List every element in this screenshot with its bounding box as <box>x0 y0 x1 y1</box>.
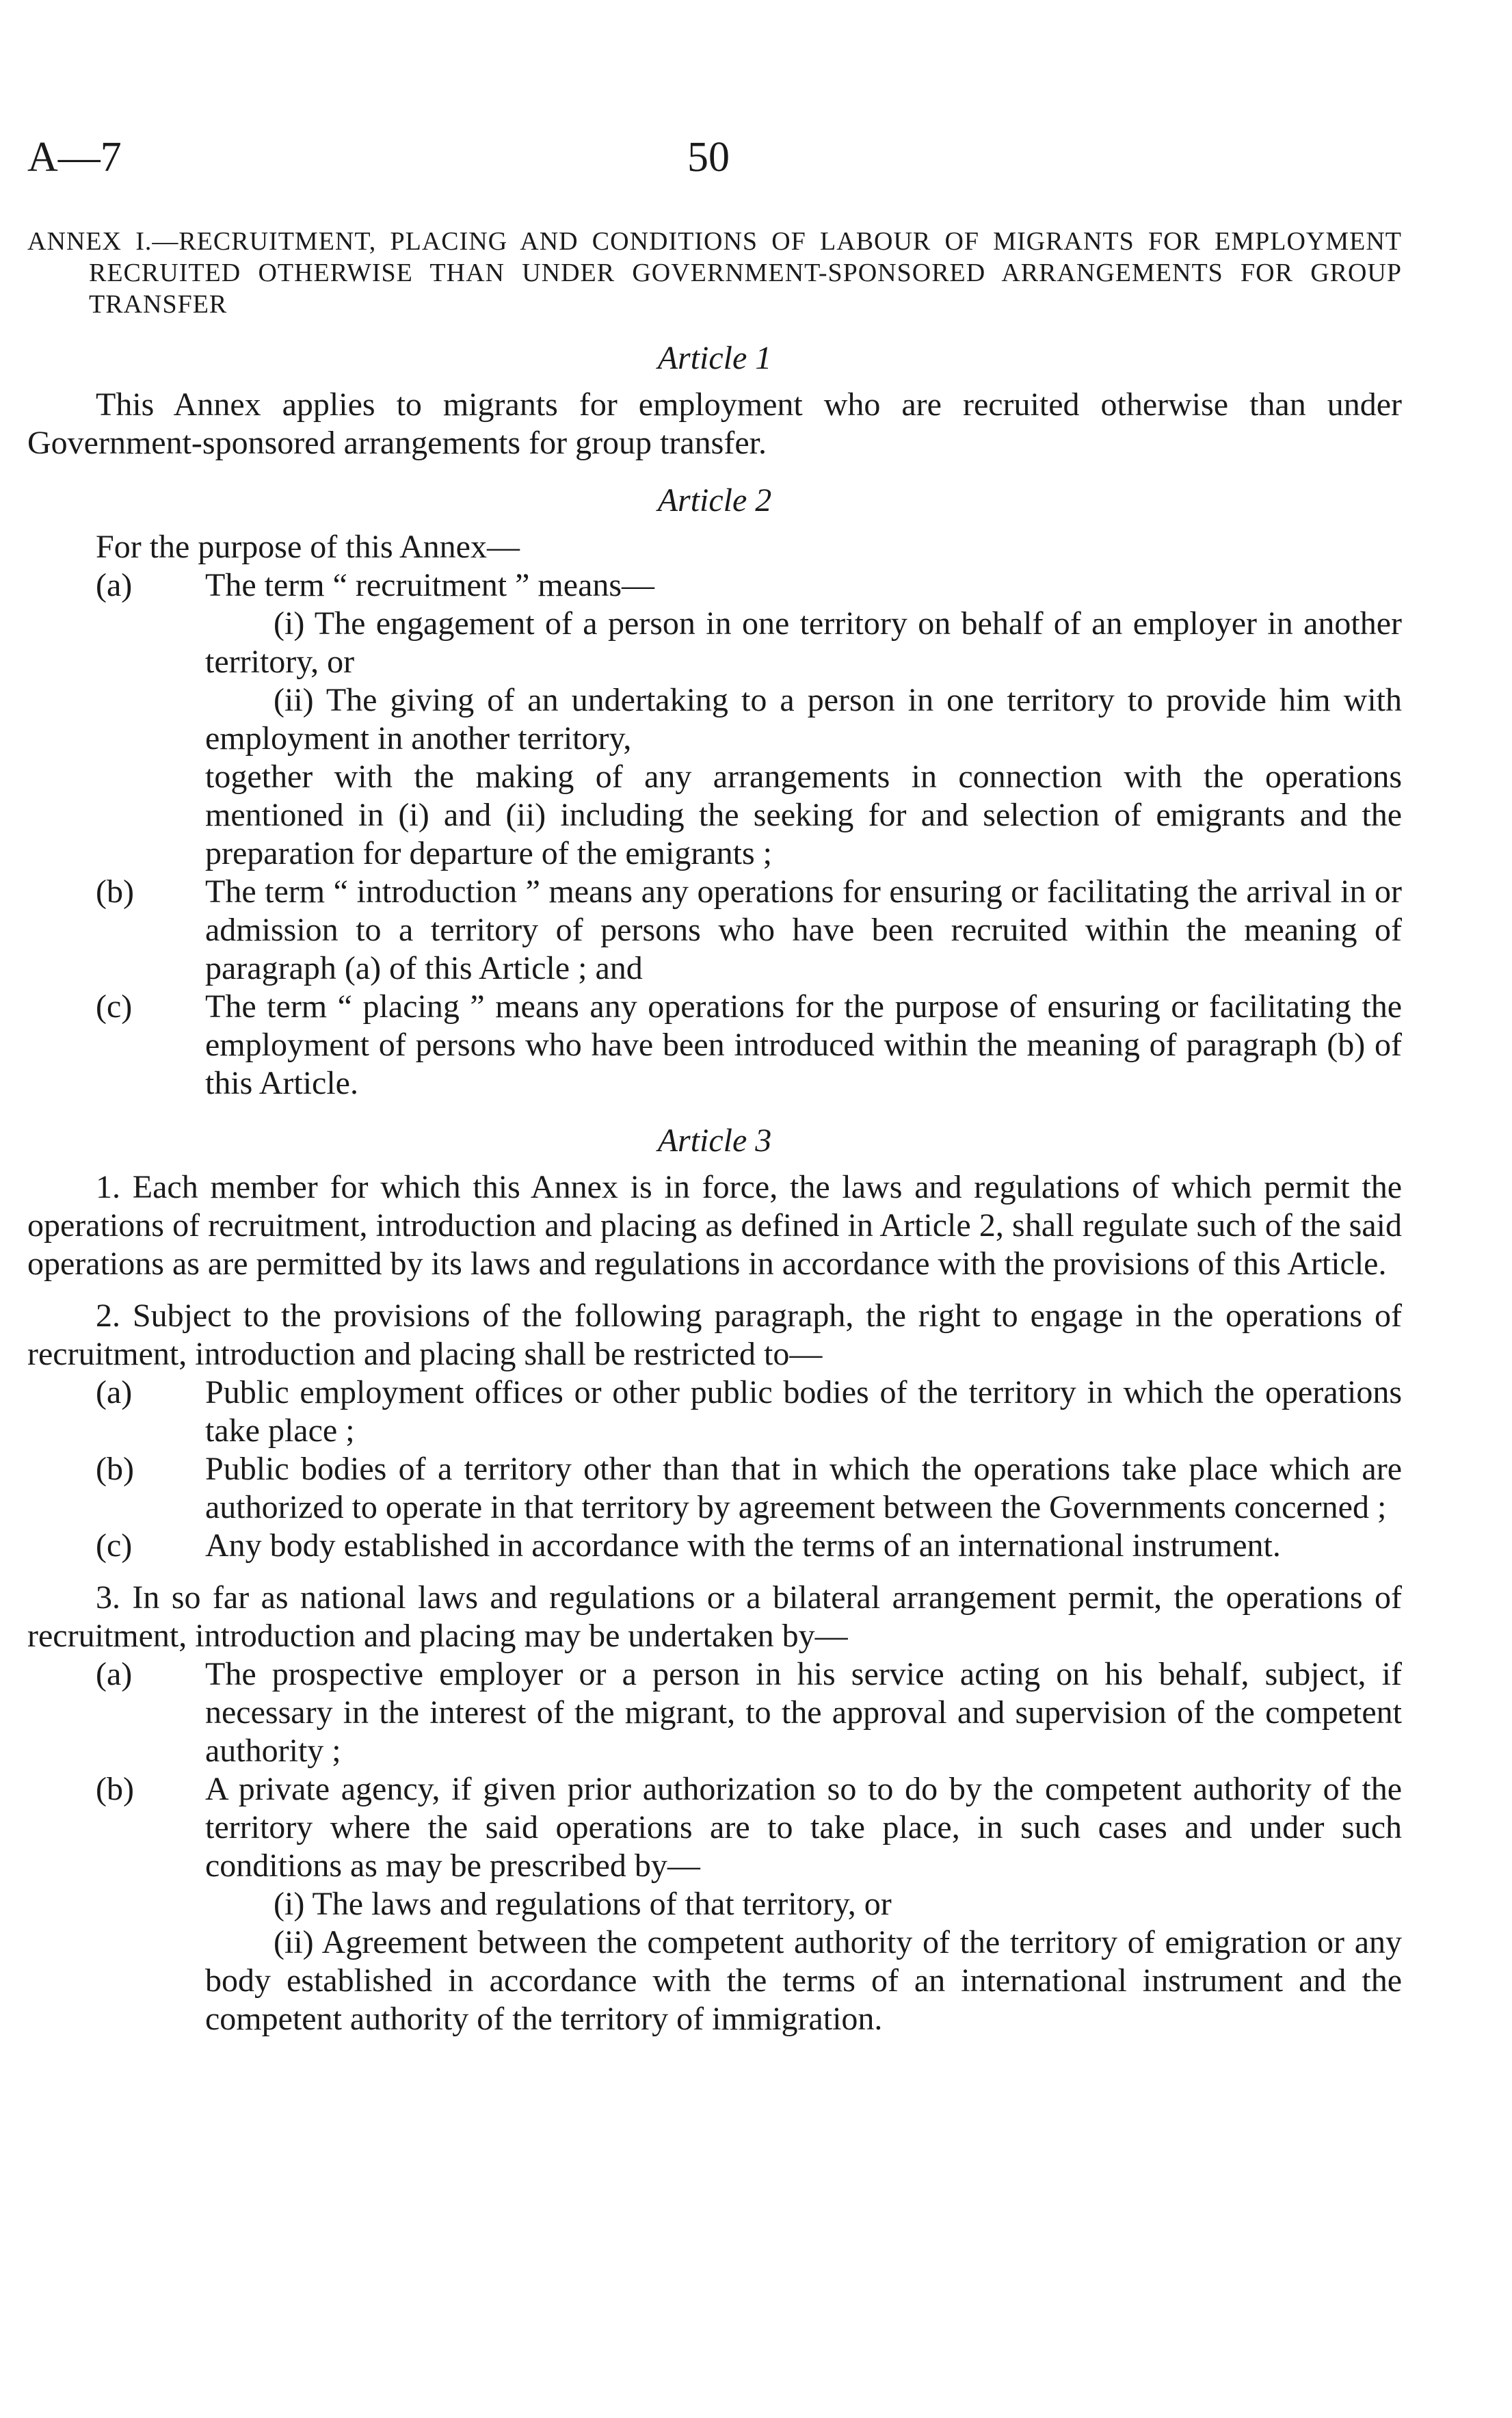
item-label: (b) <box>96 1451 134 1487</box>
article-3-para-2-item-b <box>27 1450 1402 1527</box>
article-3-para-2-item-a <box>27 1374 1402 1450</box>
article-3-para-3-item-b-ii: (ii) Agreement between the competent authority of the territory of emigration or any body established in accordance with the terms of an international instrument and the competent authority of the territory of immigration. <box>205 1924 1402 2037</box>
item-text: The term “ placing ” means any operations for the purpose of ensuring or facilitating the employment of persons who have been introduced within the meaning of paragraph (b) of this Article. <box>205 988 1402 1101</box>
article-2-item-a-i: (i) The engagement of a person in one territory on behalf of an employer in another territory, or <box>205 605 1402 680</box>
article-3-para-3: 3. In so far as national laws and regulations or a bilateral arrangement permit, the operations of recruitment, introduction and placing may be undertaken by— <box>27 1579 1402 1654</box>
document-body <box>27 130 1402 2038</box>
article-3-para-1: 1. Each member for which this Annex is in force, the laws and regulations of which permit the operations of recruitment, introduction and placing as defined in Article 2, shall regulate such of the said operations as are permitted by its laws and regulations in accordance with the provisions of this Article. <box>27 1169 1402 1282</box>
item-label: (a) <box>96 1656 133 1692</box>
article-2-item-a-ii: (ii) The giving of an undertaking to a person in one territory to provide him with employment in another territory, <box>205 682 1402 757</box>
item-text: The prospective employer or a person in his service acting on his behalf, subject, if necessary in the interest of the migrant, to the approval and supervision of the competent authority ; <box>205 1656 1402 1769</box>
article-1-text: This Annex applies to migrants for employment who are recruited otherwise than under Government-sponsored arrangements for group transfer. <box>27 386 1402 461</box>
article-2-item-b <box>27 873 1402 988</box>
article-2-intro: For the purpose of this Annex— <box>96 529 520 565</box>
document-code: A—7 <box>27 134 122 181</box>
item-text: The term “ introduction ” means any operations for ensuring or facilitating the arrival in or admission to a territory of persons who have been recruited within the meaning of paragraph (a) of this Article ; and <box>205 873 1402 986</box>
article-3-para-3-item-a <box>27 1655 1402 1770</box>
article-3-para-3-item-b <box>27 1770 1402 1885</box>
article-2-title: Article 2 <box>657 482 772 518</box>
article-2-item-a-together: together with the making of any arrangements in connection with the operations mentioned in (i) and (ii) including the seeking for and selection of emigrants and the preparation for departure of the emigrants ; <box>205 759 1402 871</box>
item-label: (a) <box>96 1374 133 1410</box>
article-3-title: Article 3 <box>657 1122 772 1159</box>
item-label: (c) <box>96 1527 133 1564</box>
item-label: (b) <box>96 873 134 910</box>
item-label: (b) <box>96 1771 134 1807</box>
item-text: A private agency, if given prior authorization so to do by the competent authority of the territory where the said operations are to take place, in such cases and under such conditions as may be prescribed by— <box>205 1771 1402 1884</box>
article-3-para-2: 2. Subject to the provisions of the following paragraph, the right to engage in the operations of recruitment, introduction and placing shall be restricted to— <box>27 1298 1402 1372</box>
page-number: 50 <box>687 134 730 181</box>
item-text: Any body established in accordance with the terms of an international instrument. <box>205 1527 1281 1564</box>
item-label: (c) <box>96 988 133 1025</box>
item-text: Public employment offices or other public bodies of the territory in which the operations take place ; <box>205 1374 1402 1449</box>
article-1-title: Article 1 <box>657 340 772 376</box>
article-3-para-2-item-c <box>27 1527 1402 1565</box>
article-2-item-c <box>27 988 1402 1103</box>
item-label: (a) <box>96 567 133 603</box>
article-3-para-3-item-b-i: (i) The laws and regulations of that territory, or <box>274 1886 892 1922</box>
article-2-item-a <box>27 566 1402 605</box>
item-text: Public bodies of a territory other than that in which the operations take place which are authorized to operate in that territory by agreement between the Governments concerned ; <box>205 1451 1402 1525</box>
annex-heading: ANNEX I.—RECRUITMENT, PLACING AND CONDITIONS OF LABOUR OF MIGRANTS FOR EMPLOYMENT RECRUITED OTHERWISE THAN UNDER GOVERNMENT-SPONSORED ARRANGEMENTS FOR GROUP TRANSFER <box>27 227 1402 319</box>
item-text: The term “ recruitment ” means— <box>205 567 655 603</box>
